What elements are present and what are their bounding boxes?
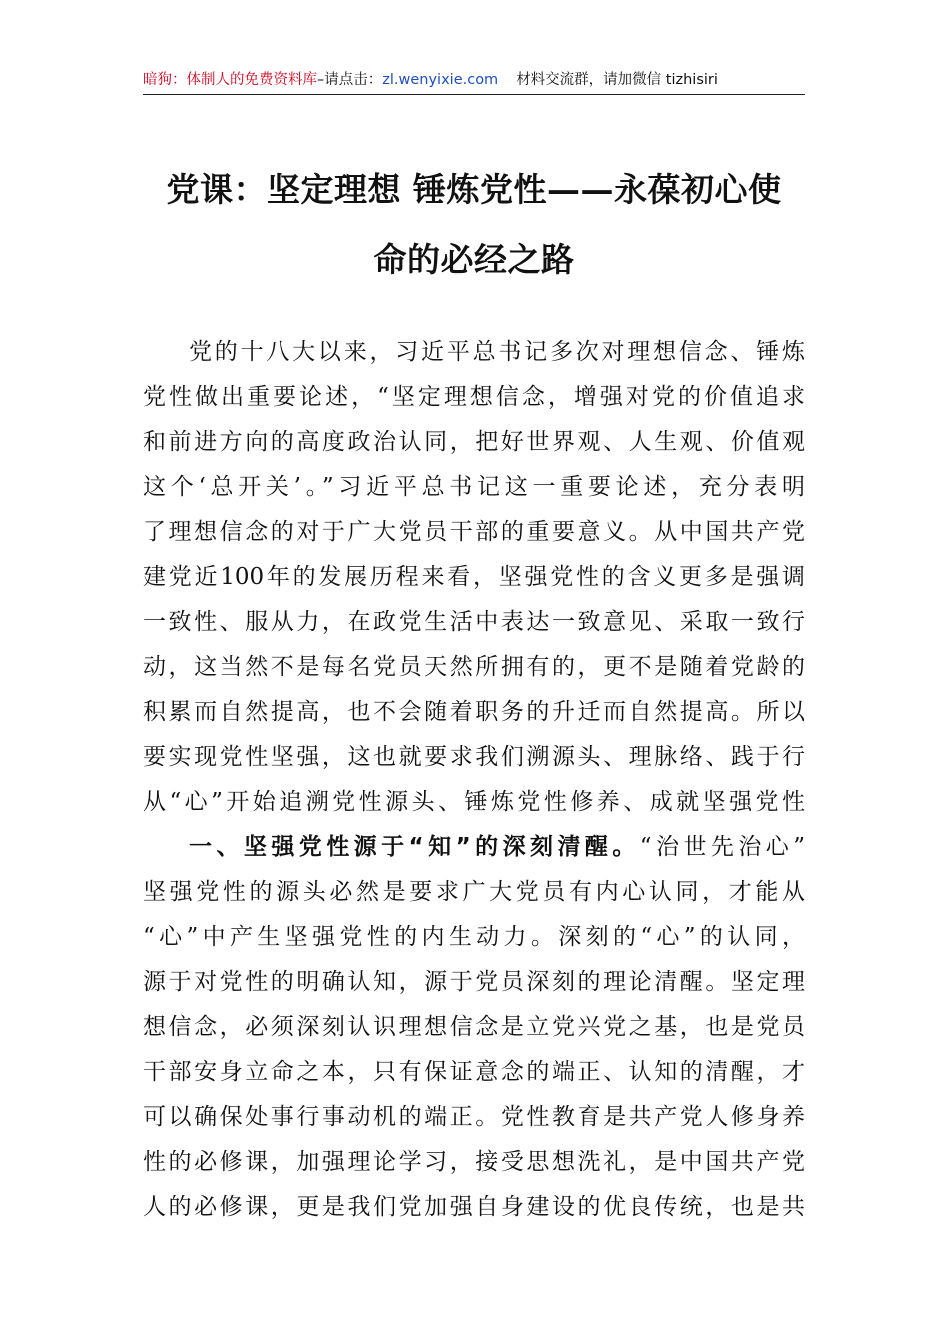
body-line: “心”中产生坚强党性的内生动力。深刻的“心”的认同，	[143, 924, 805, 950]
body-line: 了理想信念的对于广大党员干部的重要意义。从中国共产党	[143, 519, 805, 545]
body-line: 一致性、服从力，在政党生活中表达一致意见、采取一致行	[143, 609, 805, 635]
body-line: 干部安身立命之本，只有保证意念的端正、认知的清醒，才	[143, 1059, 805, 1085]
body-line: 要实现党性坚强，这也就要求我们溯源头、理脉络、践于行	[143, 744, 805, 770]
document-title-line2: 命的必经之路	[373, 240, 575, 279]
body-line: 建党近100年的发展历程来看，坚强党性的含义更多是强调	[143, 564, 805, 590]
body-line: 党性做出重要论述，“坚定理想信念，增强对党的价值追求	[143, 384, 805, 410]
body-line: 源于对党性的明确认知，源于党员深刻的理论清醒。坚定理	[143, 969, 805, 995]
section1-heading-line	[143, 825, 805, 870]
body-line: 积累而自然提高，也不会随着职务的升迁而自然提高。所以	[143, 699, 805, 725]
body-line: 人的必修课，更是我们党加强自身建设的优良传统，也是共	[143, 1194, 805, 1220]
page-header	[143, 66, 805, 95]
section1-lead: “治世先治心”	[639, 834, 805, 860]
body-line: 从“心”开始追溯党性源头、锤炼党性修养、成就坚强党性	[143, 789, 805, 815]
body-line: 和前进方向的高度政治认同，把好世界观、人生观、价值观	[143, 429, 805, 455]
body-line: 动，这当然不是每名党员天然所拥有的，更不是随着党龄的	[143, 654, 805, 680]
body-line: 坚强党性的源头必然是要求广大党员有内心认同，才能从	[143, 879, 805, 905]
body-line: 这个‘总开关’。”习近平总书记这一重要论述，充分表明	[143, 474, 805, 500]
document-body	[143, 330, 805, 1230]
document-title-line1: 党课：坚定理想 锤炼党性——永葆初心使	[166, 170, 782, 209]
body-line: 想信念，必须深刻认识理想信念是立党兴党之基，也是党员	[143, 1014, 805, 1040]
header-site-name: 暗狗：体制人的免费资料库	[143, 72, 317, 88]
body-line: 性的必修课，加强理论学习，接受思想洗礼，是中国共产党	[143, 1149, 805, 1175]
header-url-link[interactable]: zl.wenyixie.com	[382, 72, 499, 88]
body-line: 可以确保处事行事动机的端正。党性教育是共产党人修身养	[143, 1104, 805, 1130]
header-click-prompt: –请点击：	[317, 72, 383, 88]
section1-heading: 一、坚强党性源于“知”的深刻清醒。	[189, 834, 640, 860]
body-line: 党的十八大以来，习近平总书记多次对理想信念、锤炼	[189, 339, 805, 365]
header-wechat-note: 材料交流群，请加微信 tizhisiri	[516, 72, 718, 88]
